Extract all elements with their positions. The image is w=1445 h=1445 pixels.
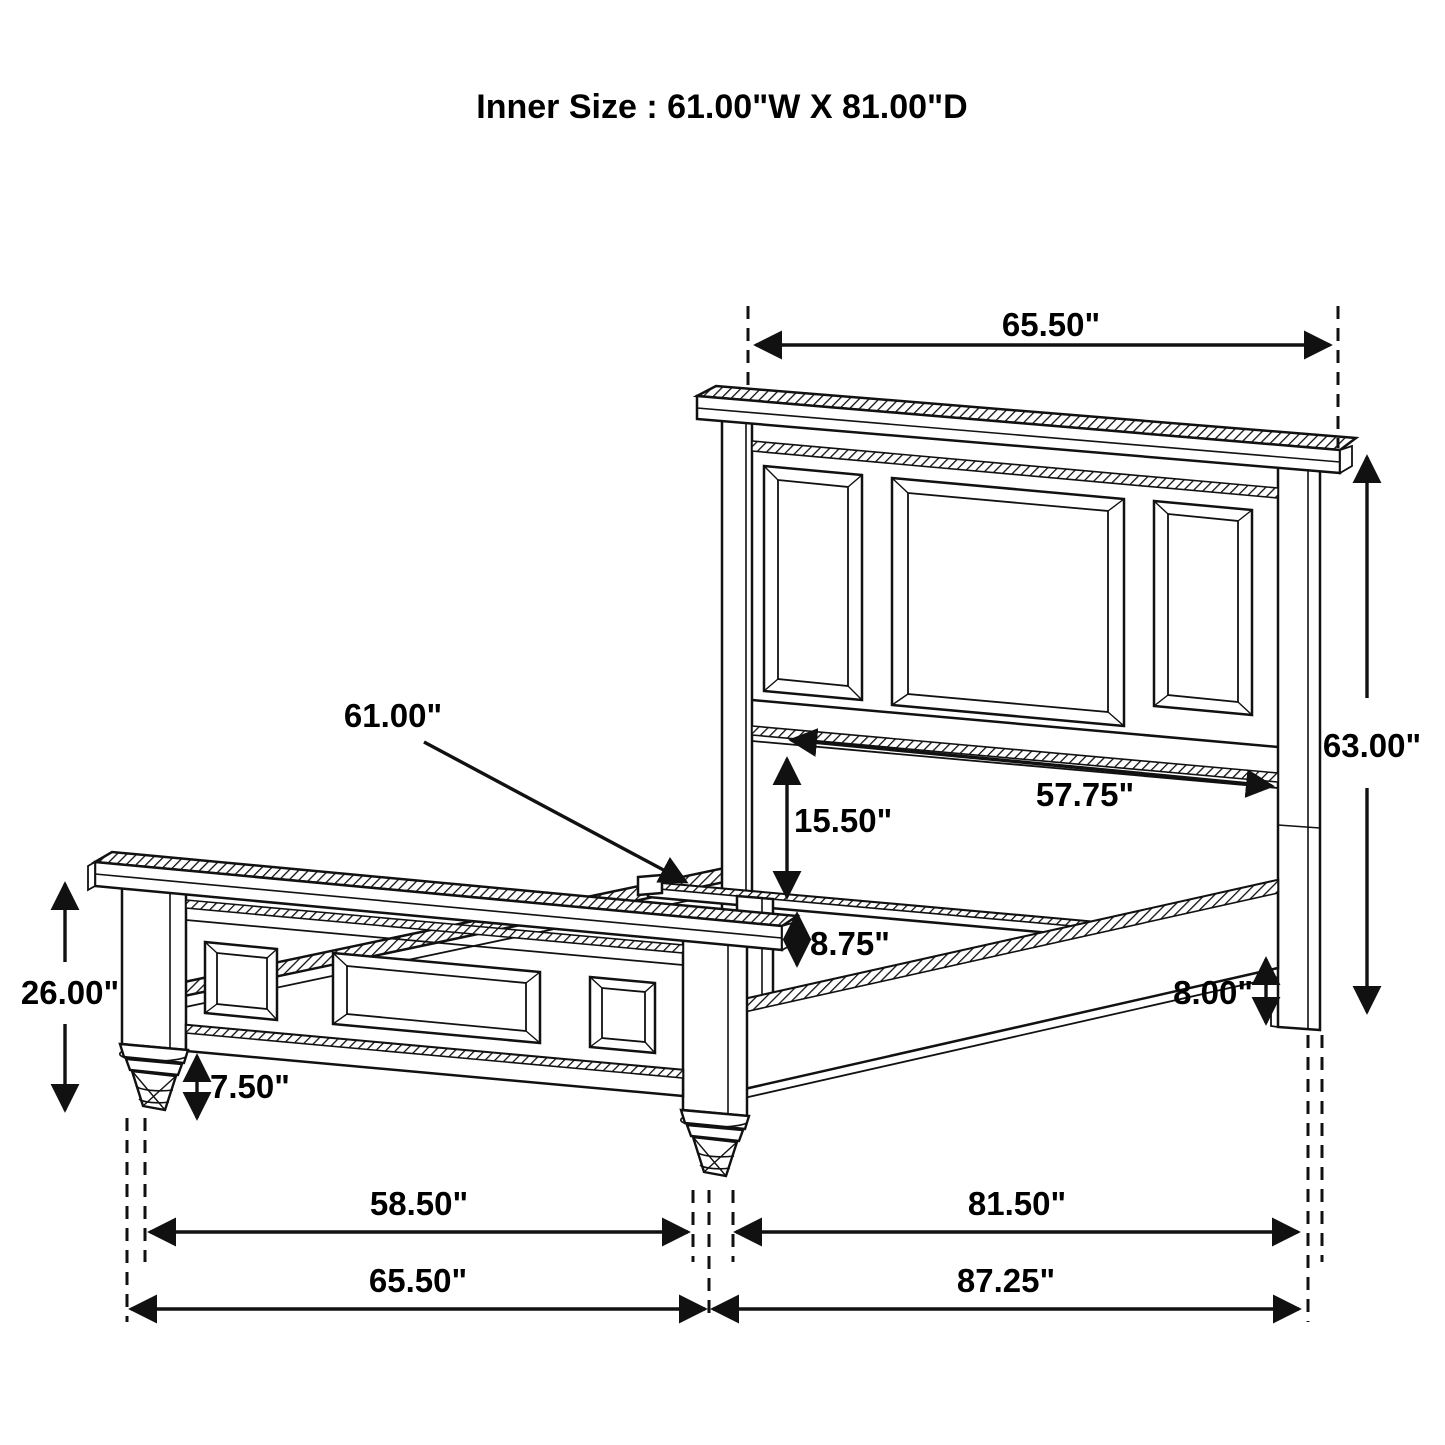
diagram-title: Inner Size : 61.00"W X 81.00"D <box>476 88 968 126</box>
footboard-right-leg <box>683 940 747 1116</box>
dim-footboard-width <box>131 1262 705 1309</box>
footboard-panel-right <box>590 977 655 1053</box>
dim-panel-to-slat <box>787 759 892 897</box>
dim-panel-to-slat-label: 15.50" <box>794 802 893 839</box>
dim-footboard-height <box>21 884 119 1110</box>
footboard-right-foot <box>681 1110 749 1176</box>
dim-side-rail-length <box>736 1185 1298 1232</box>
dim-footboard-height-label: 26.00" <box>20 974 120 1011</box>
dim-footboard-inner-width-label: 58.50" <box>369 1185 469 1222</box>
dim-slat-support <box>797 914 890 965</box>
dim-inner-width <box>344 697 686 882</box>
headboard-crown <box>697 386 1356 473</box>
footboard-panel-center <box>333 953 540 1043</box>
dim-slat-support-label: 8.75" <box>810 925 890 962</box>
headboard-panel-left <box>764 466 862 700</box>
dim-rail-board-label: 8.00" <box>1173 974 1253 1011</box>
dim-foot-height <box>197 1056 290 1118</box>
footboard-panel-left <box>205 942 277 1020</box>
headboard-panel-right <box>1154 501 1252 715</box>
dim-footboard-width-label: 65.50" <box>368 1262 468 1299</box>
dim-headboard-height <box>1323 457 1421 1012</box>
dim-foot-height-label: 7.50" <box>210 1068 290 1105</box>
dim-top-width <box>756 306 1330 345</box>
footboard-left-foot <box>120 1044 188 1110</box>
dim-between-posts-label: 57.75" <box>1035 776 1135 813</box>
dim-footboard-inner-width <box>150 1185 688 1232</box>
dim-overall-length-label: 87.25" <box>956 1262 1056 1299</box>
bed-drawing <box>88 386 1356 1176</box>
headboard-panel-center <box>892 478 1124 726</box>
dim-side-rail-length-label: 81.50" <box>967 1185 1067 1222</box>
dim-inner-width-label: 61.00" <box>343 697 443 734</box>
dim-overall-length <box>713 1262 1299 1309</box>
footboard-left-leg <box>122 884 186 1050</box>
dim-top-width-label: 65.50" <box>1001 306 1101 343</box>
dim-headboard-height-label: 63.00" <box>1322 727 1422 764</box>
